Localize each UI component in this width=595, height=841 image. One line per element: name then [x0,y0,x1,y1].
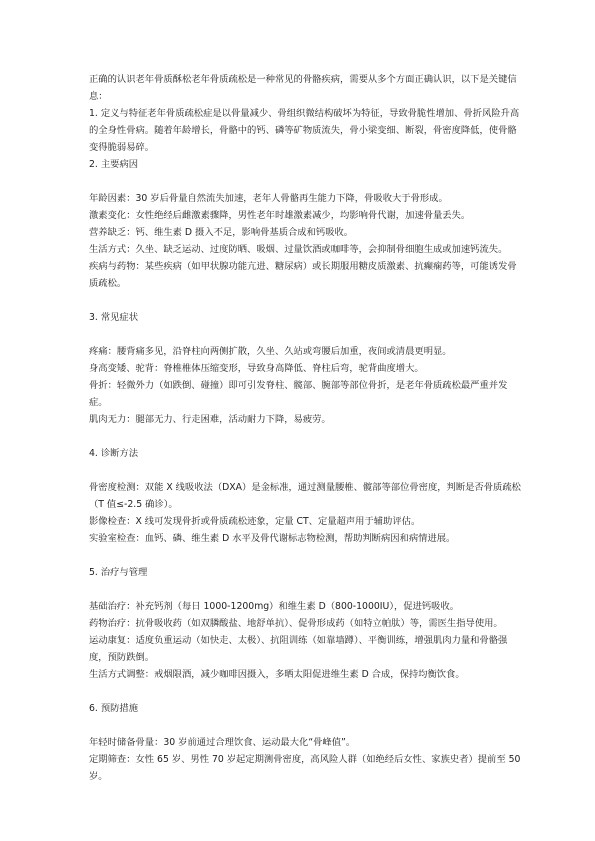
section-3-item: 肌肉无力：腿部无力、行走困难，活动耐力下降，易疲劳。 [89,414,331,425]
spacer [89,428,521,445]
section-3-heading: 3. 常见症状 [89,312,139,323]
section-4-item: 实验室检查：血钙、磷、维生素 D 水平及骨代谢标志物检测，帮助判断病因和病情进展。 [89,533,456,544]
spacer [89,462,521,479]
section-1-text: 1. 定义与特征老年骨质疏松症是以骨量减少、骨组织微结构破坏为特征，导致骨脆性增加、骨折风险升高的全身性骨病。随着年龄增长，骨骼中的钙、磷等矿物质流失，骨小梁变细、断裂，骨密度降低，使骨骼变得脆弱易碎。 [89,108,520,153]
spacer [89,173,521,190]
section-3-item: 身高变矮、驼背：脊椎椎体压缩变形，导致身高降低、脊柱后弯，驼背曲度增大。 [89,363,424,374]
section-2-item: 疾病与药物：某些疾病（如甲状腺功能亢进、糖尿病）或长期服用糖皮质激素、抗癫痫药等，可能诱发骨质疏松。 [89,261,517,289]
section-3-item: 骨折：轻微外力（如跌倒、碰撞）即可引发脊柱、髋部、腕部等部位骨折，是老年骨质疏松最严重并发症。 [89,380,508,408]
section-2-heading: 2. 主要病因 [89,159,139,170]
section-5-item: 运动康复：适度负重运动（如快走、太极）、抗阻训练（如靠墙蹲）、平衡训练，增强肌肉力量和骨骼强度，预防跌倒。 [89,635,508,663]
spacer [89,547,521,564]
spacer [89,717,521,734]
section-5-heading: 5. 治疗与管理 [89,567,148,578]
document-page [89,71,521,785]
section-5-item: 药物治疗：抗骨吸收药（如双膦酸盐、地舒单抗）、促骨形成药（如特立帕肽）等，需医生指导使用。 [89,618,503,629]
section-5-item: 基础治疗：补充钙剂（每日 1000-1200mg）和维生素 D（800-1000IU），促进钙吸收。 [89,601,460,612]
spacer [89,292,521,309]
section-5-item: 生活方式调整：戒烟限酒，减少咖啡因摄入，多晒太阳促进维生素 D 合成，保持均衡饮食。 [89,669,465,680]
section-3-item: 疼痛：腰背痛多见，沿脊柱向两侧扩散，久坐、久站或弯腰后加重，夜间或清晨更明显。 [89,346,452,357]
section-4-heading: 4. 诊断方法 [89,448,139,459]
spacer [89,581,521,598]
section-6-item: 定期筛查：女性 65 岁、男性 70 岁起定期测骨密度，高风险人群（如绝经后女性、家族史者）提前至 50 岁。 [89,754,521,782]
section-2-item: 生活方式：久坐、缺乏运动、过度防晒、吸烟、过量饮酒或咖啡等，会抑制骨细胞生成或加速钙流失。 [89,244,508,255]
section-2-item: 激素变化：女性绝经后雌激素骤降，男性老年时雄激素减少，均影响骨代谢，加速骨量丢失。 [89,210,471,221]
section-2-item: 营养缺乏：钙、维生素 D 摄入不足，影响骨基质合成和钙吸收。 [89,227,354,238]
section-2-item: 年龄因素：30 岁后骨量自然流失加速，老年人骨骼再生能力下降，骨吸收大于骨形成。 [89,193,448,204]
section-4-item: 影像检查：X 线可发现骨折或骨质疏松迹象，定量 CT、定量超声用于辅助评估。 [89,516,421,527]
spacer [89,326,521,343]
intro-paragraph: 正确的认识老年骨质酥松老年骨质疏松是一种常见的骨骼疾病，需要从多个方面正确认识，以下是关键信息： [89,74,517,102]
section-6-item: 年轻时储备骨量：30 岁前通过合理饮食、运动最大化“骨峰值”。 [89,737,356,748]
section-4-item: 骨密度检测：双能 X 线吸收法（DXA）是金标准，通过测量腰椎、髋部等部位骨密度，判断是否骨质疏松（T 值≤-2.5 确诊）。 [89,482,521,510]
section-6-heading: 6. 预防措施 [89,703,139,714]
spacer [89,683,521,700]
